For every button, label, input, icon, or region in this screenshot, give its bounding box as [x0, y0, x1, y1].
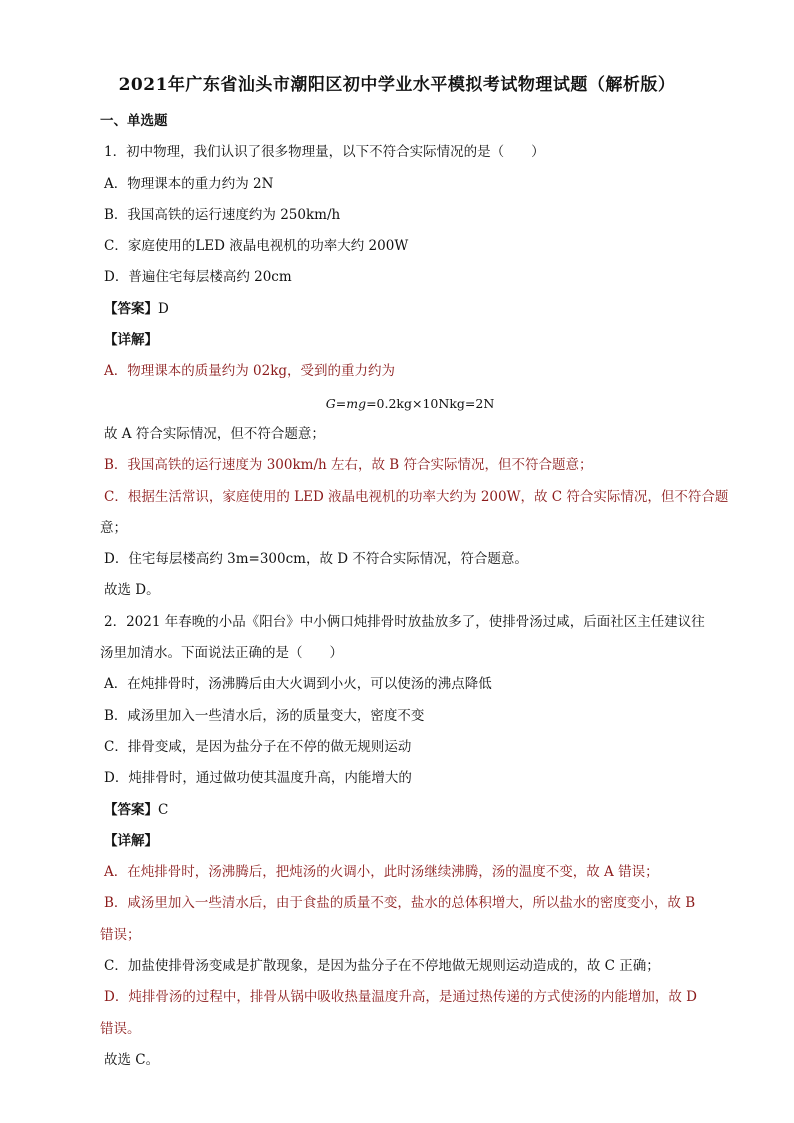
- q1-option-b: B．我国高铁的运行速度约为 250km/h: [104, 206, 341, 223]
- q2-detail-b2: 错误；: [100, 926, 141, 943]
- q1-stem: 1．初中物理，我们认识了很多物理量，以下不符合实际情况的是（ ）: [104, 144, 545, 161]
- q1-detail-label: 【详解】: [104, 332, 158, 349]
- q2-stem-line1: 2．2021 年春晚的小品《阳台》中小俩口炖排骨时放盐放多了，使排骨汤过咸，后面社区主任建议往: [104, 613, 705, 630]
- q1-detail-c1: C．根据生活常识，家庭使用的 LED 液晶电视机的功率大约为 200W，故 C 符合实际情况，但不符合题: [104, 488, 729, 505]
- q2-stem-line2: 汤里加清水。下面说法正确的是（ ）: [100, 645, 343, 662]
- q2-answer: [104, 795, 716, 826]
- q2-detail-d1: D．炖排骨汤的过程中，排骨从锅中吸收热量温度升高，是通过热传递的方式使汤的内能增加，故 D: [104, 989, 697, 1006]
- q2-detail-label: 【详解】: [104, 832, 158, 849]
- q1-detail-c2: 意；: [100, 519, 127, 536]
- document-body: [100, 106, 729, 1076]
- q1-detail-d: D．住宅每层楼高约 3m=300cm，故 D 不符合实际情况，符合题意。: [104, 551, 528, 568]
- q1-option-d: D．普遍住宅每层楼高约 20cm: [104, 269, 292, 286]
- q1-answer-value: D: [158, 300, 169, 317]
- q2-option-d: D．炖排骨时，通过做功使其温度升高，内能增大的: [104, 770, 412, 787]
- q2-option-b: B．咸汤里加入一些清水后，汤的质量变大，密度不变: [104, 707, 425, 724]
- q1-formula-rest: =0.2kg×10Nkg=2N: [366, 395, 495, 411]
- q1-detail-a: A．物理课本的质量约为 02kg，受到的重力约为: [104, 363, 396, 380]
- q2-detail-b1: B．咸汤里加入一些清水后，由于食盐的质量不变，盐水的总体积增大，所以盐水的密度变小，故 B: [104, 895, 696, 912]
- q2-detail-c: C．加盐使排骨汤变咸是扩散现象，是因为盐分子在不停地做无规则运动造成的，故 C 正确；: [104, 958, 660, 975]
- q1-option-a: A．物理课本的重力约为 2N: [104, 175, 274, 192]
- q2-detail-d2: 错误。: [100, 1020, 141, 1037]
- q2-option-c: C．排骨变咸，是因为盐分子在不停的做无规则运动: [104, 738, 412, 755]
- q1-option-c: C．家庭使用的LED 液晶电视机的功率大约 200W: [104, 238, 409, 255]
- q1-detail-b: B．我国高铁的运行速度为 300km/h 左右，故 B 符合实际情况，但不符合题意；: [104, 457, 593, 474]
- q1-formula: [104, 388, 716, 419]
- q1-answer-label: 【答案】: [104, 300, 158, 317]
- q1-formula-g: G: [325, 395, 336, 411]
- section-heading: 一、单选题: [100, 113, 168, 129]
- q1-conclusion: 故选 D。: [104, 582, 160, 599]
- q1-formula-mg: mg: [346, 395, 367, 411]
- q2-answer-label: 【答案】: [104, 801, 158, 818]
- q2-conclusion: 故选 C。: [104, 1051, 160, 1068]
- document-title: 2021年广东省汕头市潮阳区初中学业水平模拟考试物理试题（解析版）: [118, 75, 676, 95]
- q1-detail-a2: 故 A 符合实际情况，但不符合题意；: [104, 425, 325, 442]
- q2-option-a: A．在炖排骨时，汤沸腾后由大火调到小火，可以使汤的沸点降低: [104, 676, 492, 693]
- q1-formula-eq: =: [335, 395, 347, 411]
- q1-answer: [104, 294, 716, 325]
- q2-detail-a: A．在炖排骨时，汤沸腾后，把炖汤的火调小，此时汤继续沸腾，汤的温度不变，故 A 错误；: [104, 864, 659, 881]
- q2-answer-value: C: [158, 801, 169, 818]
